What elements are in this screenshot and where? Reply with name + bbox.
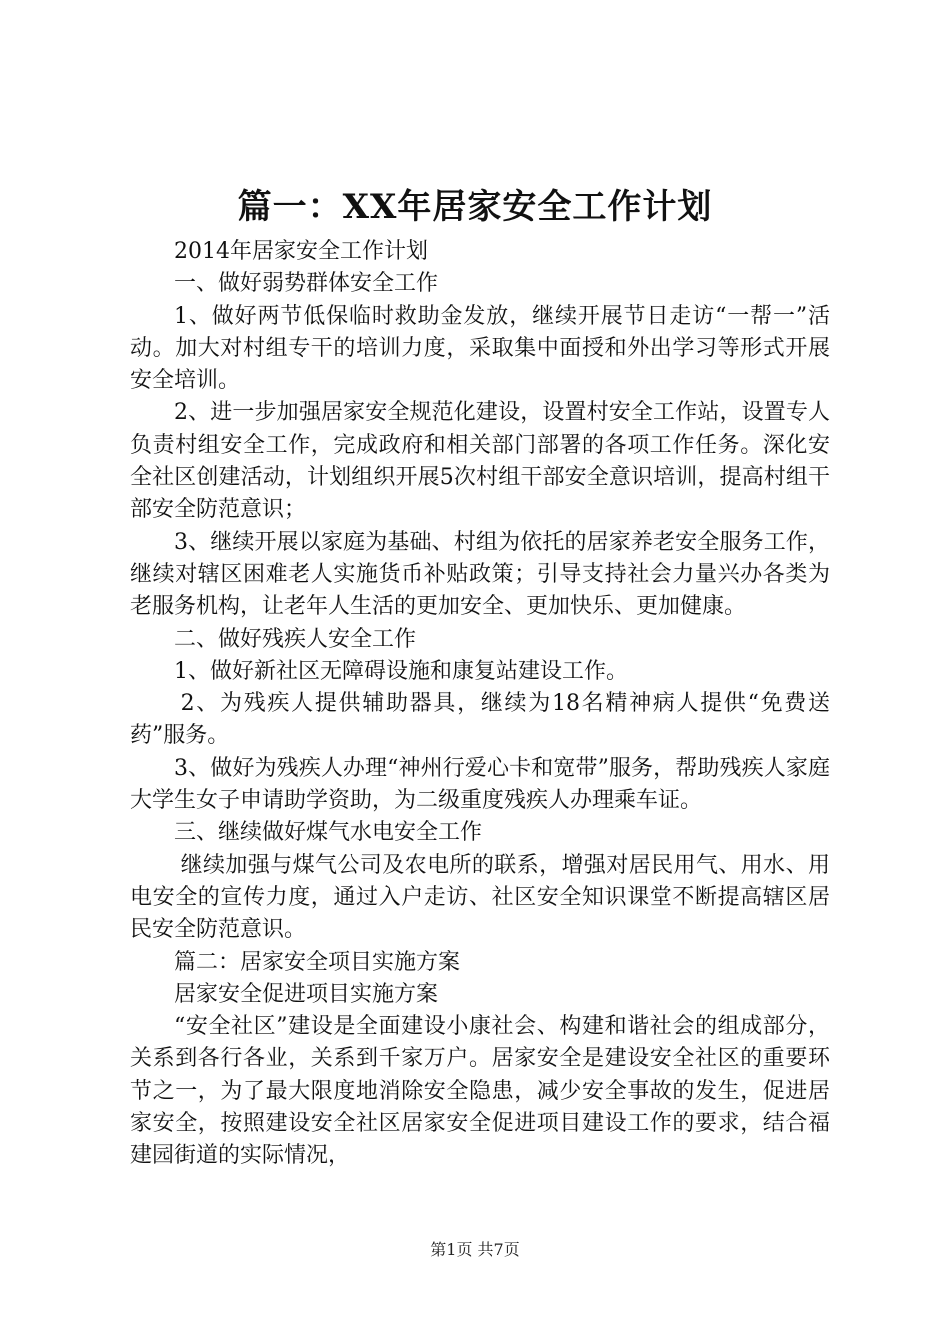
paragraph: 3、继续开展以家庭为基础、村组为依托的居家养老安全服务工作，继续对辖区困难老人实施货币补贴政策；引导支持社会力量兴办各类为老服务机构，让老年人生活的更加安全、更加快乐、更加健康。 xyxy=(130,529,830,620)
document-title: 篇一：XX年居家安全工作计划 xyxy=(237,187,713,227)
paragraph: 2014年居家安全工作计划 xyxy=(174,239,428,264)
paragraph: 继续加强与煤气公司及农电所的联系，增强对居民用气、用水、用电安全的宣传力度，通过入户走访、社区安全知识课堂不断提高辖区居民安全防范意识。 xyxy=(130,852,830,943)
paragraph: 1、做好两节低保临时救助金发放，继续开展节日走访“一帮一”活动。加大对村组专干的培训力度，采取集中面授和外出学习等形式开展安全培训。 xyxy=(130,303,830,394)
document-body xyxy=(130,236,830,1173)
section-heading: 二、做好残疾人安全工作 xyxy=(174,626,417,652)
section-heading: 居家安全促进项目实施方案 xyxy=(174,981,439,1007)
paragraph: 1、做好新社区无障碍设施和康复站建设工作。 xyxy=(174,658,628,684)
paragraph: 3、做好为残疾人办理“神州行爱心卡和宽带”服务，帮助残疾人家庭大学生女子申请助学资助，为二级重度残疾人办理乘车证。 xyxy=(130,755,830,814)
paragraph: “安全社区”建设是全面建设小康社会、构建和谐社会的组成部分，关系到各行各业，关系到千家万户。居家安全是建设安全社区的重要环节之一，为了最大限度地消除安全隐患，减少安全事故的发生，促进居家安全，按照建设安全社区居家安全促进项目建设工作的要求，结合福建园街道的实际情况， xyxy=(130,1014,830,1169)
paragraph: 2、为残疾人提供辅助器具，继续为18名精神病人提供“免费送药”服务。 xyxy=(130,691,830,749)
paragraph: 2、进一步加强居家安全规范化建设，设置村安全工作站，设置专人负责村组安全工作，完成政府和相关部门部署的各项工作任务。深化安全社区创建活动，计划组织开展5次村组干部安全意识培训，提高村组干部安全防范意识； xyxy=(130,400,830,523)
section-heading: 篇二：居家安全项目实施方案 xyxy=(174,949,461,975)
section-heading: 三、继续做好煤气水电安全工作 xyxy=(174,820,483,846)
page-footer: 第1页 共7页 xyxy=(430,1240,520,1259)
section-heading: 一、做好弱势群体安全工作 xyxy=(174,271,439,297)
